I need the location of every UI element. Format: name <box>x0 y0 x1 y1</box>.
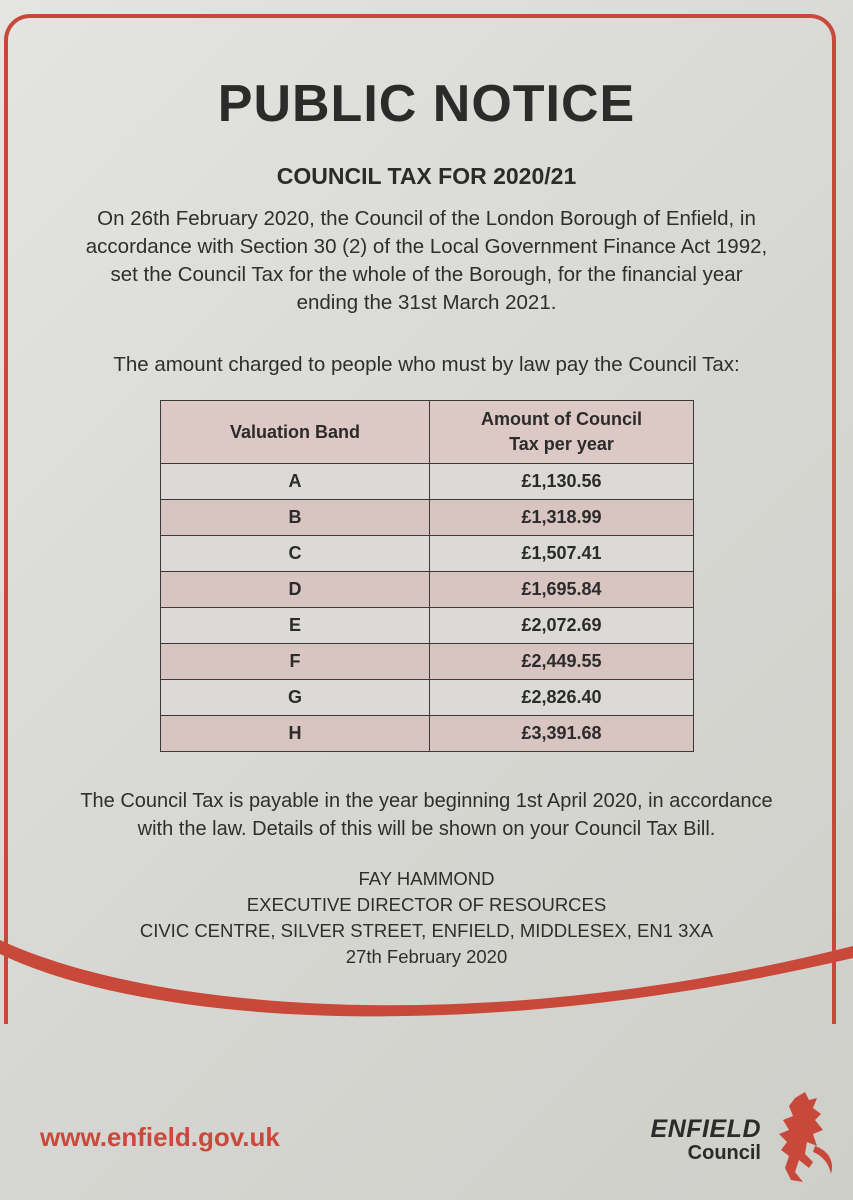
band-cell: G <box>161 680 430 716</box>
amount-cell: £2,449.55 <box>430 644 694 680</box>
header-amount: Amount of Council Tax per year <box>430 401 694 464</box>
closing-line: with the law. Details of this will be shown on your Council Tax Bill. <box>137 818 716 840</box>
signatory-address: CIVIC CENTRE, SILVER STREET, ENFIELD, MIDDLESEX, EN1 3XA <box>139 920 714 941</box>
lead-sentence: The amount charged to people who must by law pay the Council Tax: <box>113 353 740 376</box>
amount-cell: £2,072.69 <box>430 608 694 644</box>
band-cell: C <box>161 536 430 572</box>
signature-block <box>0 866 853 970</box>
closing-paragraph <box>0 787 853 843</box>
table-row <box>161 608 694 644</box>
intro-line: accordance with Section 30 (2) of the Local Government Finance Act 1992, <box>85 235 768 258</box>
intro-line: On 26th February 2020, the Council of the London Borough of Enfield, in <box>97 207 756 230</box>
council-logo-text <box>651 1115 761 1165</box>
band-cell: F <box>161 644 430 680</box>
signatory-name: FAY HAMMOND <box>358 868 495 889</box>
notice-subtitle: COUNCIL TAX FOR 2020/21 <box>276 163 577 189</box>
table-row <box>161 464 694 500</box>
table-row <box>161 500 694 536</box>
table-row <box>161 680 694 716</box>
header-valuation-band: Valuation Band <box>161 401 430 464</box>
logo-main-text: ENFIELD <box>650 1115 761 1143</box>
logo-sub-text: Council <box>687 1142 761 1164</box>
amount-cell: £1,318.99 <box>430 500 694 536</box>
intro-paragraph <box>20 205 833 317</box>
website-link[interactable]: www.enfield.gov.uk <box>40 1122 280 1152</box>
band-cell: B <box>161 500 430 536</box>
band-cell: E <box>161 608 430 644</box>
intro-line: ending the 31st March 2021. <box>296 291 557 314</box>
signatory-role: EXECUTIVE DIRECTOR OF RESOURCES <box>246 894 607 915</box>
amount-cell: £1,507.41 <box>430 536 694 572</box>
table-row <box>161 572 694 608</box>
table-row <box>161 644 694 680</box>
amount-cell: £2,826.40 <box>430 680 694 716</box>
closing-line: The Council Tax is payable in the year beginning 1st April 2020, in accordance <box>80 790 773 812</box>
amount-cell: £3,391.68 <box>430 716 694 752</box>
amount-cell: £1,695.84 <box>430 572 694 608</box>
notice-date: 27th February 2020 <box>345 946 508 967</box>
band-cell: H <box>161 716 430 752</box>
amount-cell: £1,130.56 <box>430 464 694 500</box>
table-header-row <box>161 401 694 464</box>
page-title: PUBLIC NOTICE <box>217 75 636 133</box>
table-row <box>161 536 694 572</box>
band-cell: A <box>161 464 430 500</box>
table-row <box>161 716 694 752</box>
intro-line: set the Council Tax for the whole of the Borough, for the financial year <box>110 263 743 286</box>
enfield-beast-logo-icon <box>765 1090 840 1185</box>
council-tax-table <box>160 400 694 752</box>
band-cell: D <box>161 572 430 608</box>
